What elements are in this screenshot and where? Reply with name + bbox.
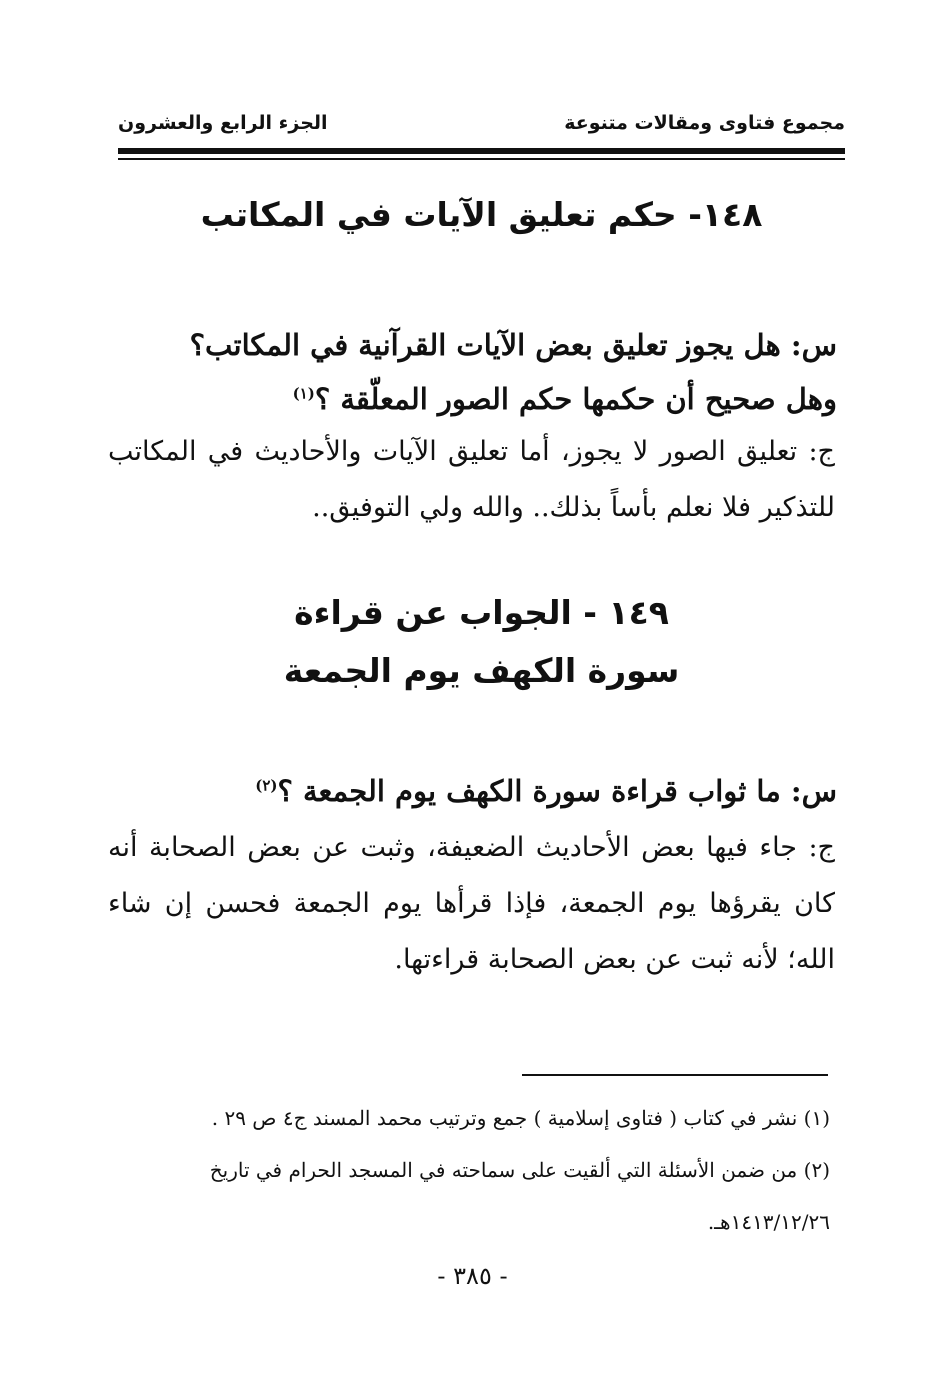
section-149-question	[108, 764, 837, 818]
section-149-heading	[118, 584, 845, 700]
section-148-question	[108, 318, 837, 426]
page-number: - ٣٨٥ -	[437, 1262, 508, 1290]
question-line-1: س: هل يجوز تعليق بعض الآيات القرآنية في المكاتب؟	[189, 328, 837, 362]
footnote-1: (١) نشر في كتاب ( فتاوى إسلامية ) جمع وترتيب محمد المسند ج٤ ص ٢٩ .	[211, 1106, 830, 1130]
book-title: مجموع فتاوى ومقالات متنوعة	[564, 112, 845, 134]
section-148-heading: ١٤٨- حكم تعليق الآيات في المكاتب	[200, 195, 763, 234]
footnote-separator	[522, 1074, 828, 1076]
question-line-2	[108, 372, 837, 426]
volume-title: الجزء الرابع والعشرون	[118, 112, 328, 134]
section-149-heading-line-1: ١٤٩ - الجواب عن قراءة	[294, 593, 669, 632]
section-149-heading-line-2: سورة الكهف يوم الجمعة	[283, 651, 680, 690]
footnote-ref-2: (٢)	[255, 776, 278, 795]
header-rule-thin	[118, 158, 845, 160]
footnotes	[110, 1092, 830, 1248]
running-header	[118, 112, 845, 144]
footnote-ref-1: (١)	[292, 384, 315, 403]
section-149-answer: ج: جاء فيها بعض الأحاديث الضعيفة، وثبت عن بعض الصحابة أنه كان يقرؤها يوم الجمعة، فإذا قرأها يوم الجمعة فحسن إن شاء الله؛ لأنه ثبت عن بعض الصحابة قراءتها.	[108, 832, 835, 975]
header-rule-thick	[118, 148, 845, 154]
footnote-2: (٢) من ضمن الأسئلة التي ألقيت على سماحته في المسجد الحرام في تاريخ ١٤١٣/١٢/٢٦هـ.	[209, 1158, 830, 1234]
section-149-question-text: س: ما ثواب قراءة سورة الكهف يوم الجمعة ؟	[277, 774, 837, 808]
question-line-2-text: وهل صحيح أن حكمها حكم الصور المعلّقة ؟	[314, 382, 837, 416]
section-148-answer: ج: تعليق الصور لا يجوز، أما تعليق الآيات والأحاديث في المكاتب للتذكير فلا نعلم بأساً بذلك.. والله ولي التوفيق..	[108, 436, 835, 523]
